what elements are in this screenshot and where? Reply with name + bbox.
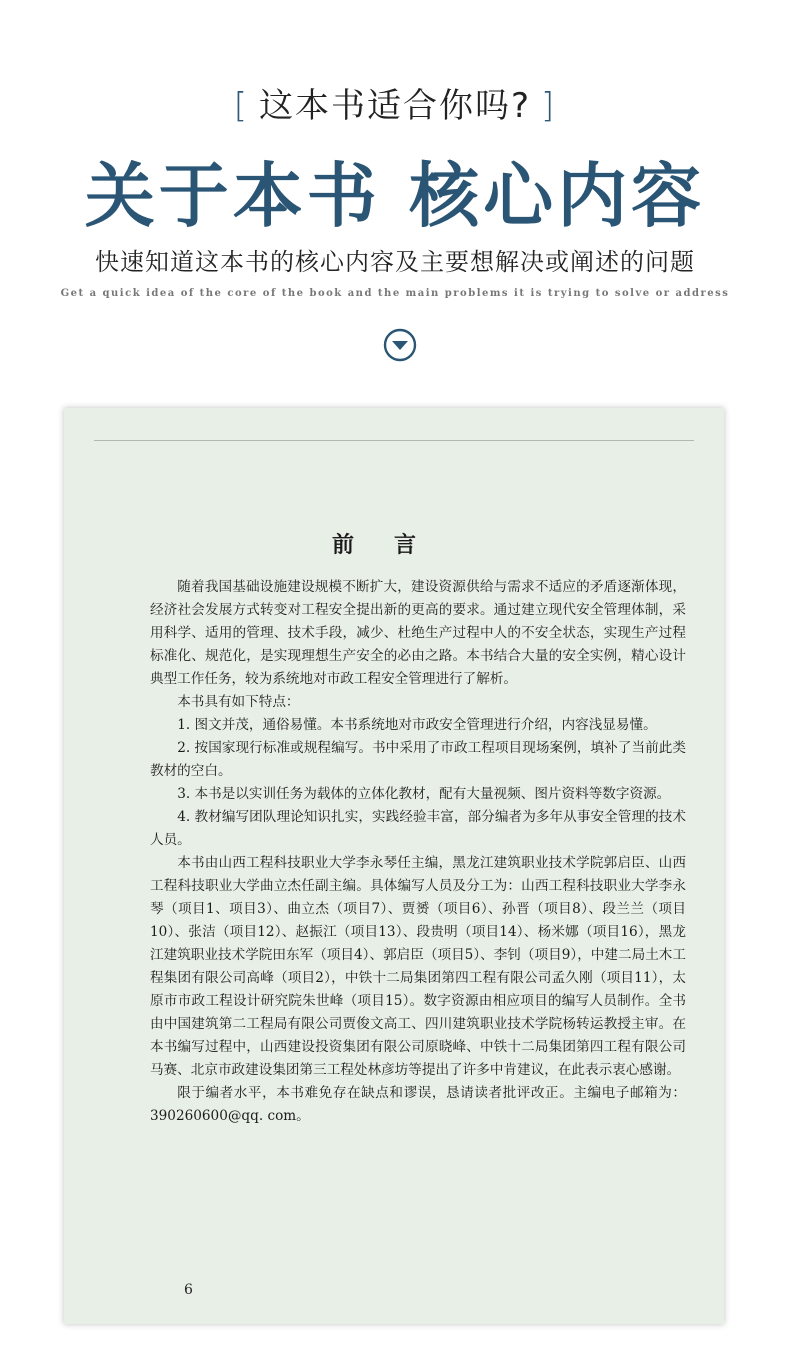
chevron-down-circle-icon[interactable] — [383, 328, 417, 362]
preface-paragraph: 3. 本书是以实训任务为载体的立体化教材，配有大量视频、图片资料等数字资源。 — [177, 786, 671, 802]
running-header-rule — [94, 418, 694, 441]
preface-paragraph: 4. 教材编写团队理论知识扎实，实践经验丰富，部分编者为多年从事安全管理的技术人员。 — [150, 809, 686, 848]
page-number: 6 — [184, 1282, 193, 1298]
page-subtitle-english: Get a quick idea of the core of the book and the main problems it is trying to solve or address — [60, 288, 730, 299]
preface-paragraph: 2. 按国家现行标准或规程编写。书中采用了市政工程项目现场案例，填补了当前此类教材的空白。 — [150, 740, 686, 779]
preface-paragraph: 1. 图文并茂，通俗易懂。本书系统地对市政安全管理进行介绍，内容浅显易懂。 — [177, 717, 657, 733]
header-section — [0, 0, 790, 400]
preface-paragraph: 本书具有如下特点： — [177, 694, 300, 710]
preface-paragraph: 随着我国基础设施建设规模不断扩大，建设资源供给与需求不适应的矛盾逐渐体现，经济社会发展方式转变对工程安全提出新的更高的要求。通过建立现代安全管理体制，采用科学、适用的管理、技术手段，减少、杜绝生产过程中人的不安全状态，实现生产过程标准化、规范化，是实现理想生产安全的必由之路。本书结合大量的安全实例，精心设计典型工作任务，较为系统地对市政工程安全管理进行了解析。 — [150, 579, 686, 687]
kicker-text: 这本书适合你吗? — [258, 86, 532, 126]
preface-body — [150, 576, 686, 1128]
book-page-photo — [64, 408, 724, 1324]
preface-paragraph: 本书由山西工程科技职业大学李永琴任主编，黑龙江建筑职业技术学院郭启臣、山西工程科技职业大学曲立杰任副主编。具体编写人员及分工为：山西工程科技职业大学李永琴（项目1、项目3）、曲立杰（项目7）、贾赟（项目6）、孙晋（项目8）、段兰兰（项目10）、张洁（项目12）、赵振江（项目13）、段贵明（项目14）、杨米娜（项目16），黑龙江建筑职业技术学院田东军（项目4）、郭启臣（项目5）、李钊（项目9），中建二局土木工程集团有限公司高峰（项目2），中铁十二局集团第四工程有限公司孟久刚（项目11），太原市市政工程设计研究院朱世峰（项目15）。数字资源由相应项目的编写人员制作。全书由中国建筑第二工程局有限公司贾俊文高工、四川建筑职业技术学院杨转运教授主审。在本书编写过程中，山西建设投资集团有限公司原晓峰、中铁十二局集团第四工程有限公司马赛、北京市政建设集团第三工程处林彦坊等提出了许多中肯建议，在此表示衷心感谢。 — [150, 855, 686, 1078]
right-bracket: ] — [541, 86, 557, 126]
preface-heading: 前言 — [331, 532, 456, 558]
left-bracket: [ — [233, 86, 249, 126]
preface-paragraph: 限于编者水平，本书难免存在缺点和谬误，恳请读者批评改正。主编电子邮箱为：390260600@qq. com。 — [150, 1085, 686, 1124]
page-title: 关于本书 核心内容 — [84, 154, 706, 237]
kicker-heading — [0, 78, 790, 127]
page-subtitle: 快速知道这本书的核心内容及主要想解决或阐述的问题 — [95, 248, 695, 276]
